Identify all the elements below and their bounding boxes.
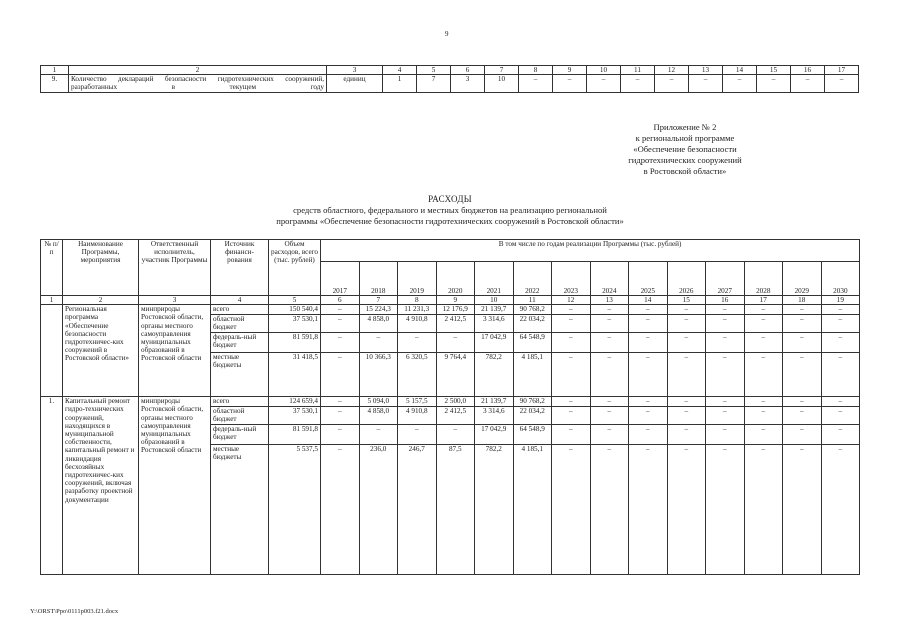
year-value: – [783,315,822,333]
year-value: 12 176,9 [436,305,475,315]
year-value: 17 042,9 [475,425,514,445]
year-value: 9 764,4 [436,353,475,397]
year-value: – [552,353,591,397]
year-value: – [744,333,783,353]
year-value: – [398,425,437,445]
header-year: 2028 [744,262,783,296]
top-column-number: 1 [41,66,69,75]
year-value: 90 768,2 [513,397,552,407]
top-column-number: 2 [69,66,327,75]
column-number: 15 [667,296,706,305]
column-numbers-row [41,296,860,305]
row-value: – [655,75,689,92]
year-value: – [667,333,706,353]
heading-line: программы «Обеспечение безопасности гидротехнических сооружений в Ростовской области» [276,216,624,226]
year-value: 5 094,0 [359,397,398,407]
year-value: – [821,407,860,425]
year-value: 22 034,2 [513,315,552,333]
year-value: – [744,397,783,407]
year-value: – [552,315,591,333]
year-value: 782,2 [475,353,514,397]
heading-line: средств областного, федерального и местных бюджетов на реализацию региональной [293,205,607,215]
row-value: – [825,75,859,92]
total-value: 37 530,1 [269,315,321,333]
column-number: 10 [475,296,514,305]
year-value: – [552,305,591,315]
year-value: 782,2 [475,445,514,575]
column-number: 12 [552,296,591,305]
top-column-number: 8 [519,66,553,75]
year-value: – [321,333,360,353]
header-year: 2024 [590,262,629,296]
year-value: – [359,425,398,445]
row-unit: единиц [327,75,383,92]
funding-source: всего [211,305,269,315]
year-value: 22 034,2 [513,407,552,425]
row-value: – [621,75,655,92]
year-value: – [321,353,360,397]
year-value: – [629,425,668,445]
column-number: 13 [590,296,629,305]
top-column-number: 15 [757,66,791,75]
year-value: – [783,445,822,575]
year-value: – [706,315,745,333]
item-name: Капитальный ремонт гидро-технических сооружений, находящихся в муниципальной собственности, капитальный ремонт и ликвидация бесхозяйных гидротехничес-ких сооружений, включая разработку проектной документации [63,397,139,575]
column-number: 7 [359,296,398,305]
item-executor: минприроды Ростовской области, органы местного самоуправления муниципальных образований в Ростовской области [139,397,211,575]
header-year: 2019 [398,262,437,296]
year-value: 236,0 [359,445,398,575]
year-value: 6 320,5 [398,353,437,397]
year-value: 87,5 [436,445,475,575]
row-value: – [587,75,621,92]
appendix-line: «Обеспечение безопасности [633,144,737,154]
row-value: 1 [383,75,417,92]
year-value: – [667,353,706,397]
year-value: – [629,315,668,333]
total-value: 124 659,4 [269,397,321,407]
year-value: – [590,407,629,425]
year-value: – [821,315,860,333]
row-value: – [723,75,757,92]
item-executor: минприроды Ростовской области, органы местного самоуправления муниципальных образований в Ростовской области [139,305,211,397]
funding-source: местные бюджеты [211,445,269,575]
row-value: – [519,75,553,92]
year-value: – [783,353,822,397]
header-year: 2022 [513,262,552,296]
year-value: 5 157,5 [398,397,437,407]
funding-source: федераль-ный бюджет [211,425,269,445]
header-name: Наименование Программы, мероприятия [63,240,139,296]
year-value: 2 412,5 [436,315,475,333]
row-value: – [553,75,587,92]
column-number: 19 [821,296,860,305]
year-value: – [744,315,783,333]
top-column-number: 11 [621,66,655,75]
year-value: – [744,445,783,575]
column-number: 1 [41,296,63,305]
year-value: 3 314,6 [475,407,514,425]
year-value: – [667,445,706,575]
column-number: 3 [139,296,211,305]
top-column-number: 9 [553,66,587,75]
year-value: – [321,397,360,407]
total-value: 81 591,8 [269,333,321,353]
year-value: – [706,445,745,575]
year-value: – [590,353,629,397]
year-value: – [744,407,783,425]
header-year: 2027 [706,262,745,296]
total-value: 150 540,4 [269,305,321,315]
total-value: 37 530,1 [269,407,321,425]
year-value: – [706,397,745,407]
year-value: – [667,407,706,425]
table-row [41,305,860,315]
year-value: – [744,425,783,445]
column-number: 2 [63,296,139,305]
row-value: 10 [485,75,519,92]
year-value: – [667,315,706,333]
header-year: 2025 [629,262,668,296]
column-number: 18 [783,296,822,305]
heading-title: РАСХОДЫ [428,194,472,204]
year-value: – [629,333,668,353]
year-value: 4 185,1 [513,353,552,397]
column-number: 14 [629,296,668,305]
top-column-number: 16 [791,66,825,75]
file-path-footer: Y:\ORST\Ppo\0111p003.f21.docx [30,608,119,615]
appendix-line: в Ростовской области» [643,166,727,176]
total-value: 31 418,5 [269,353,321,397]
top-column-number: 7 [485,66,519,75]
top-table-header-row [41,66,859,75]
year-value: – [436,425,475,445]
year-value: – [552,407,591,425]
year-value: – [744,305,783,315]
year-value: – [321,407,360,425]
year-value: 4 185,1 [513,445,552,575]
year-value: – [629,397,668,407]
year-value: – [629,407,668,425]
year-value: 90 768,2 [513,305,552,315]
header-year: 2029 [783,262,822,296]
year-value: – [783,425,822,445]
header-year: 2020 [436,262,475,296]
year-value: – [552,445,591,575]
header-year: 2030 [821,262,860,296]
year-value: – [436,333,475,353]
row-value: – [757,75,791,92]
year-value: 4 858,0 [359,315,398,333]
row-value: – [791,75,825,92]
total-value: 5 537,5 [269,445,321,575]
column-number: 5 [269,296,321,305]
year-value: – [667,305,706,315]
year-value: 21 139,7 [475,305,514,315]
year-value: – [783,397,822,407]
item-name: Региональная программа «Обеспечение безопасности гидротехничес-ких сооружений в Ростовской области» [63,305,139,397]
column-number: 17 [744,296,783,305]
year-value: – [783,407,822,425]
year-value: – [821,353,860,397]
year-value: – [590,315,629,333]
total-value: 81 591,8 [269,425,321,445]
year-value: 15 224,3 [359,305,398,315]
funding-source: местные бюджеты [211,353,269,397]
top-column-number: 10 [587,66,621,75]
year-value: 21 139,7 [475,397,514,407]
appendix-line: Приложение № 2 [653,122,717,132]
expenses-table [40,239,860,575]
year-value: – [821,445,860,575]
year-value: – [359,333,398,353]
year-value: – [821,305,860,315]
top-column-number: 4 [383,66,417,75]
top-table-row [41,75,859,92]
year-value: – [321,305,360,315]
year-value: – [744,353,783,397]
year-value: – [706,407,745,425]
year-value: – [590,425,629,445]
top-column-number: 12 [655,66,689,75]
appendix-line: к региональной программе [635,133,735,143]
year-value: – [783,305,822,315]
appendix-note [585,122,785,177]
funding-source: областной бюджет [211,407,269,425]
funding-source: федераль-ный бюджет [211,333,269,353]
year-value: 4 910,8 [398,407,437,425]
header-year: 2018 [359,262,398,296]
year-value: – [590,333,629,353]
year-value: 246,7 [398,445,437,575]
year-value: – [629,305,668,315]
column-number: 9 [436,296,475,305]
year-value: – [629,353,668,397]
year-value: 2 412,5 [436,407,475,425]
item-number: 1. [41,397,63,575]
year-value: – [706,305,745,315]
year-value: – [706,353,745,397]
year-value: 64 548,9 [513,333,552,353]
row-value: – [689,75,723,92]
top-column-number: 5 [417,66,451,75]
top-column-number: 3 [327,66,383,75]
header-year: 2023 [552,262,591,296]
row-value: 3 [451,75,485,92]
funding-source: всего [211,397,269,407]
year-value: – [667,425,706,445]
header-year: 2026 [667,262,706,296]
year-value: 4 858,0 [359,407,398,425]
top-column-number: 17 [825,66,859,75]
item-number [41,305,63,397]
year-value: – [590,305,629,315]
header-year: 2017 [321,262,360,296]
header-number: № п/п [41,240,63,296]
year-value: – [321,315,360,333]
funding-source: областной бюджет [211,315,269,333]
year-value: – [706,333,745,353]
header-executor: Ответственный исполнитель, участник Программы [139,240,211,296]
year-value: – [783,333,822,353]
year-value: 11 231,3 [398,305,437,315]
year-value: – [552,425,591,445]
year-value: – [321,425,360,445]
column-number: 4 [211,296,269,305]
column-number: 11 [513,296,552,305]
row-name: Количество деклараций безопасности гидротехнических сооружений, разработанных в текущем году [69,75,327,92]
header-years-caption: В том числе по годам реализации Программы (тыс. рублей) [321,240,860,262]
appendix-line: гидротехнических сооружений [628,155,742,165]
year-value: – [398,333,437,353]
column-number: 8 [398,296,437,305]
header-year: 2021 [475,262,514,296]
header-source: Источник финанси-рования [211,240,269,296]
header-volume: Объем расходов, всего (тыс. рублей) [269,240,321,296]
year-value: 64 548,9 [513,425,552,445]
year-value: – [552,397,591,407]
year-value: 17 042,9 [475,333,514,353]
table-row [41,397,860,407]
year-value: 3 314,6 [475,315,514,333]
page-number: 9 [445,30,449,38]
row-number: 9. [41,75,69,92]
year-value: 10 366,3 [359,353,398,397]
document-heading [120,194,780,227]
year-value: 4 910,8 [398,315,437,333]
column-number: 16 [706,296,745,305]
year-value: – [629,445,668,575]
year-value: – [321,445,360,575]
year-value: – [821,397,860,407]
year-value: – [667,397,706,407]
top-column-number: 6 [451,66,485,75]
top-column-number: 13 [689,66,723,75]
year-value: – [590,397,629,407]
year-value: – [821,333,860,353]
year-value: – [552,333,591,353]
year-value: 2 500,0 [436,397,475,407]
column-number: 6 [321,296,360,305]
year-value: – [706,425,745,445]
year-value: – [590,445,629,575]
year-value: – [821,425,860,445]
row-value: 7 [417,75,451,92]
top-table [40,65,859,93]
top-column-number: 14 [723,66,757,75]
